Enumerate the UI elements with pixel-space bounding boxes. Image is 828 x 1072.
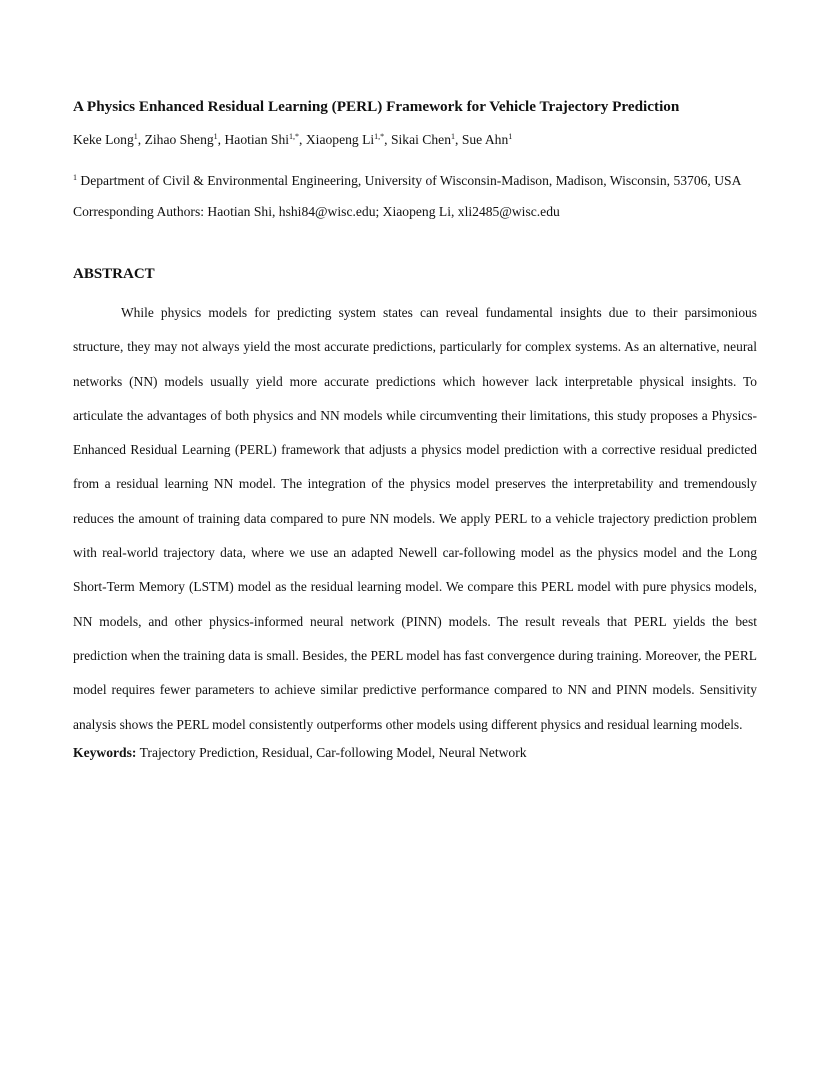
abstract-body: While physics models for predicting system states can reveal fundamental insights due to their parsimonious structure, they may not always yield the most accurate predictions, particularly for complex systems. As an alternative, neural networks (NN) models usually yield more accurate predictions which however lack interpretable physical insights. To articulate the advantages of both physics and NN models while circumventing their limitations, this study proposes a Physics-Enhanced Residual Learning (PERL) framework that adjusts a physics model prediction with a corrective residual predicted from a residual learning NN model. The integration of the physics model preserves the interpretability and tremendously reduces the amount of training data compared to pure NN models. We apply PERL to a vehicle trajectory prediction problem with real-world trajectory data, where we use an adapted Newell car-following model as the physics model and the Long Short-Term Memory (LSTM) model as the residual learning model. We compare this PERL model with pure physics models, NN models, and other physics-informed neural network (PINN) models. The result reveals that PERL yields the best prediction when the training data is small. Besides, the PERL model has fast convergence during training. Moreover, the PERL model requires fewer parameters to achieve similar predictive performance compared to NN and PINN models. Sensitivity analysis shows the PERL model consistently outperforms other models using different physics and residual learning models. — [73, 305, 757, 732]
author-affiliation-mark: 1 — [133, 132, 138, 141]
author-affiliation-mark: 1 — [451, 132, 456, 141]
author-list: Keke Long$^1$, Zihao Sheng$^1$, Haotian Shi$^{1,*}$, Xiaopeng $Li^{1,*}$, Sikai Chen$^1$, Sue Ahn$^1$ — [73, 132, 513, 147]
author-affiliation-mark: 1,* — [289, 132, 300, 141]
corresponding-authors: Corresponding Authors: Haotian Shi, hshi84@wisc.edu; Xiaopeng Li, xli2485@wisc.edu — [73, 204, 560, 219]
author-affiliation-mark: 1 — [508, 132, 513, 141]
author-affiliation-mark: 1,* — [374, 132, 385, 141]
keywords-line — [73, 742, 757, 764]
author-name: Haotian Shi — [224, 132, 290, 147]
paper-page — [73, 96, 757, 764]
keywords-label: Keywords: — [73, 744, 137, 760]
paper-title: A Physics Enhanced Residual Learning (PERL) Framework for Vehicle Trajectory Prediction — [73, 98, 680, 115]
author-name: Sikai Chen — [390, 132, 452, 147]
affiliation-mark: 1 — [73, 173, 77, 182]
author-affiliation-mark: 1 — [213, 132, 218, 141]
author-name: Xiaopeng Li — [305, 132, 375, 147]
affiliation — [73, 164, 757, 198]
author-name: Keke Long — [73, 132, 134, 147]
abstract-heading: ABSTRACT — [73, 266, 155, 282]
author-name: Sue Ahn — [461, 132, 509, 147]
affiliation-text: Department of Civil & Environmental Engineering, University of Wisconsin-Madison, Madison, Wisconsin, 53706, USA — [80, 173, 742, 188]
author-name: Zihao Sheng — [144, 132, 214, 147]
keywords-text: Trajectory Prediction, Residual, Car-following Model, Neural Network — [139, 744, 527, 760]
